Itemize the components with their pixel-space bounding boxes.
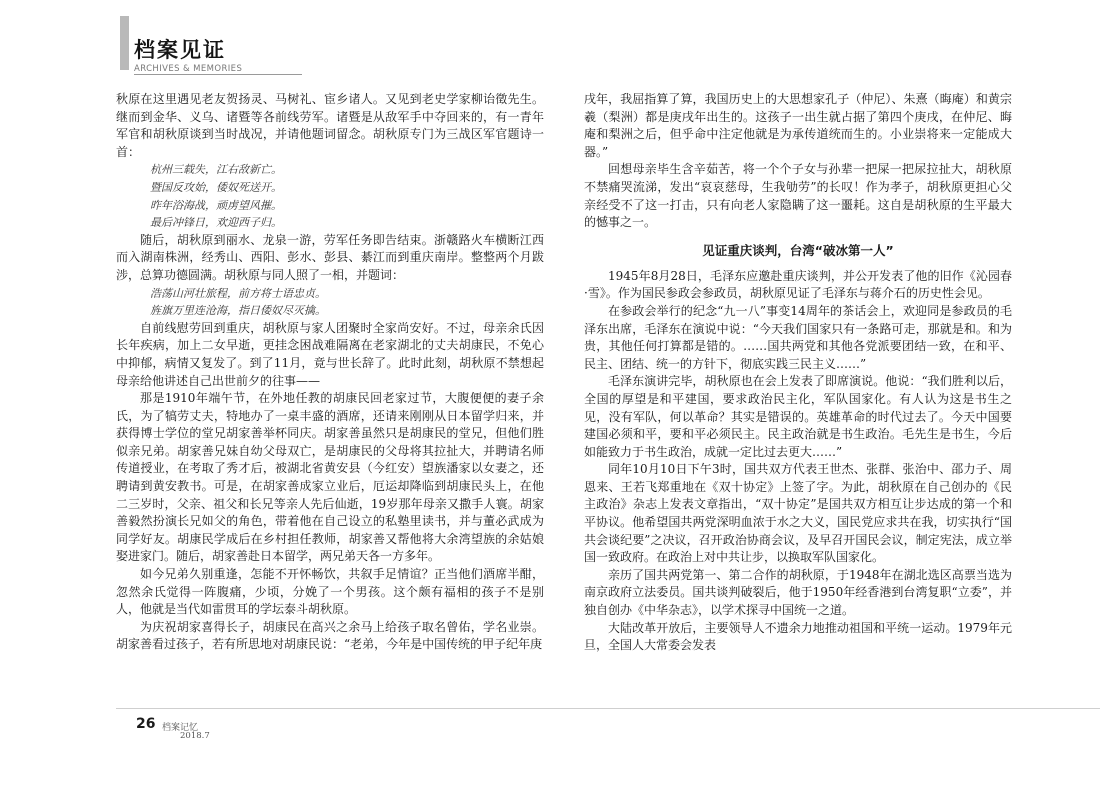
paragraph: 回想母亲毕生含辛茹苦，将一个个子女与孙辈一把屎一把尿拉扯大，胡秋原不禁痛哭流涕，发出“哀哀慈母，生我劬劳”的长叹！作为孝子，胡秋原更担心父亲经受不了这一打击，只有向老人家隐瞒了这一噩耗。这自是胡秋原的生平最大的憾事之一。 <box>584 162 1012 230</box>
magazine-name: 档案记忆 <box>162 723 199 733</box>
header-accent-bar <box>120 16 129 70</box>
subsection-heading: 见证重庆谈判，台湾“破冰第一人” <box>702 242 894 258</box>
poem-line: 浩荡山河壮旅程，前方将士语忠贞。 <box>150 286 326 300</box>
poem-line: 最后冲锋日，欢迎西子归。 <box>150 216 282 230</box>
paragraph: 亲历了国共两党第一、第二合作的胡秋原，于1948年在湖北选区高票当选为南京政府立法委员。国共谈判破裂后，他于1950年经香港到台湾复职“立委”，并独自创办《中华杂志》，以学术探寻中国统一之道。 <box>584 567 1012 618</box>
section-subtitle: ARCHIVES & MEMORIES <box>134 64 243 74</box>
poem-line: 旌旗万里连沧海，指日倭奴尽灭擒。 <box>150 304 326 318</box>
poem-line: 暨国反攻始，倭奴死送开。 <box>150 180 282 194</box>
poem-line: 昨年浴海战，顽虏望风摧。 <box>150 198 282 212</box>
paragraph: 1945年8月28日，毛泽东应邀赴重庆谈判，并公开发表了他的旧作《沁园春·雪》。作为国民参政会参政员，胡秋原见证了毛泽东与蒋介石的历史性会见。 <box>584 268 1012 301</box>
page-number: 26 <box>136 716 156 732</box>
paragraph: 在参政会举行的纪念“九一八”事变14周年的茶话会上，欢迎同是参政员的毛泽东出席，毛泽东在演说中说：“今天我们国家只有一条路可走，那就是和。和为贵，其他任何打算都是错的。……国共两党和其他各党派要团结一致，在和平、民主、团结、统一的方针下，彻底实践三民主义……” <box>584 303 1012 371</box>
poem-line: 杭州三载失，江右敌新亡。 <box>150 163 282 177</box>
section-title: 档案见证 <box>134 38 226 62</box>
paragraph: 如今兄弟久别重逢，怎能不开怀畅饮，共叙手足情谊？正当他们酒席半酣，忽然余氏觉得一阵腹痛，少顷，分娩了一个男孩。这个颇有福相的孩子不是别人，他就是当代如雷贯耳的学坛泰斗胡秋原。 <box>116 567 544 617</box>
paragraph: 大陆改革开放后，主要领导人不遗余力地推动祖国和平统一运动。1979年元旦，全国人大常委会发表 <box>584 620 1012 653</box>
paragraph: 秋原在这里遇见老友贺扬灵、马树礼、宦乡诸人。又见到老史学家柳诒徵先生。继而到金华、义乌、诸暨等各前线劳军。诸暨是从敌军手中夺回来的，有一青年军官和胡秋原谈到当时战况，并请他题词留念。胡秋原专门为三战区军官题诗一首： <box>116 92 544 159</box>
paragraph: 随后，胡秋原到丽水、龙泉一游，劳军任务即告结束。浙赣路火车横断江西而入湖南株洲，经秀山、西阳、彭水、彭县、綦江而到重庆南岸。整整两个月跋涉，总算功德圆满。胡秋原与同人照了一相，并题词： <box>116 232 544 282</box>
left-column <box>116 91 544 654</box>
paragraph: 同年10月10日下午3时，国共双方代表王世杰、张群、张治中、邵力子、周恩来、王若飞郑重地在《双十协定》上签了字。为此，胡秋原在自己创办的《民主政治》杂志上发表文章指出，“双十协定”是国共双方相互让步达成的第一个和平协议。他希望国共两党深明血浓于水之大义，国民党应求共在我，切实执行“国共会谈纪要”之决议，召开政治协商会议，及早召开国民会议，制定宪法，成立举国一致政府。在政治上对中共让步，以换取军队国家化。 <box>584 462 1012 565</box>
issue-date: 2018.7 <box>180 731 210 741</box>
header-divider <box>134 74 302 75</box>
paragraph: 自前线慰劳回到重庆，胡秋原与家人团聚时全家尚安好。不过，母亲余氏因长年疾病，加上二女早逝，更挂念困战难隔离在老家湖北的丈夫胡康民，不免心中抑郁，病情又复发了。到了11月，竟与世长辞了。此时此刻，胡秋原不禁想起母亲给他讲述自己出世前夕的往事—— <box>116 320 544 388</box>
footer-divider <box>116 708 1100 709</box>
paragraph: 戌年，我屈指算了算，我国历史上的大思想家孔子（仲尼）、朱熹（晦庵）和黄宗羲（梨洲）都是庚戌年出生的。这孩子一出生就占据了第四个庚戌，在仲尼、晦庵和梨洲之后，但乎命中注定他就是为承传道统而生的。小业崇将来一定能成大器。” <box>584 92 1012 159</box>
paragraph: 那是1910年端午节，在外地任教的胡康民回老家过节，大腹便便的妻子余氏，为了犒劳丈夫，特地办了一桌丰盛的酒席，还请来刚刚从日本留学归来，并获得博士学位的堂兄胡家善举杯同庆。胡家善虽然只是胡康民的堂兄，但他们胜似亲兄弟。胡家善兄妹自幼父母双亡，是胡康民的父母将其拉扯大，并聘请名师传道授业，在考取了秀才后，被湖北省黄安县（今红安）望族潘家以女妻之，还聘请到黄安教书。可是，在胡家善成家立业后，厄运却降临到胡康民头上，在他二三岁时，父亲、祖父和长兄等亲人先后仙逝，19岁那年母亲又撒手人寰。胡家善毅然扮演长兄如父的角色，带着他在自己设立的私塾里读书，并与董必武成为同学好友。胡康民学成后在乡村担任教师，胡家善又帮他将大余湾望族的余姑娘娶进家门。随后，胡家善赴日本留学，两兄弟天各一方多年。 <box>116 391 544 564</box>
paragraph: 为庆祝胡家喜得长子，胡康民在高兴之余马上给孩子取名曾佑，学名业崇。胡家善看过孩子，若有所思地对胡康民说：“老弟，今年是中国传统的甲子纪年庚 <box>116 619 544 652</box>
right-column <box>584 91 1012 655</box>
paragraph: 毛泽东演讲完毕，胡秋原也在会上发表了即席演说。他说：“我们胜利以后，全国的厚望是和平建国，要求政治民主化，军队国家化。有人认为这是书生之见，没有军队，何以革命？其实是错误的。英雄革命的时代过去了。今天中国要建国必须和平，要和平必须民主。民主政治就是书生政治。毛先生是书生，今后如能致力于书生政治，成就一定比过去更大……” <box>584 374 1012 459</box>
